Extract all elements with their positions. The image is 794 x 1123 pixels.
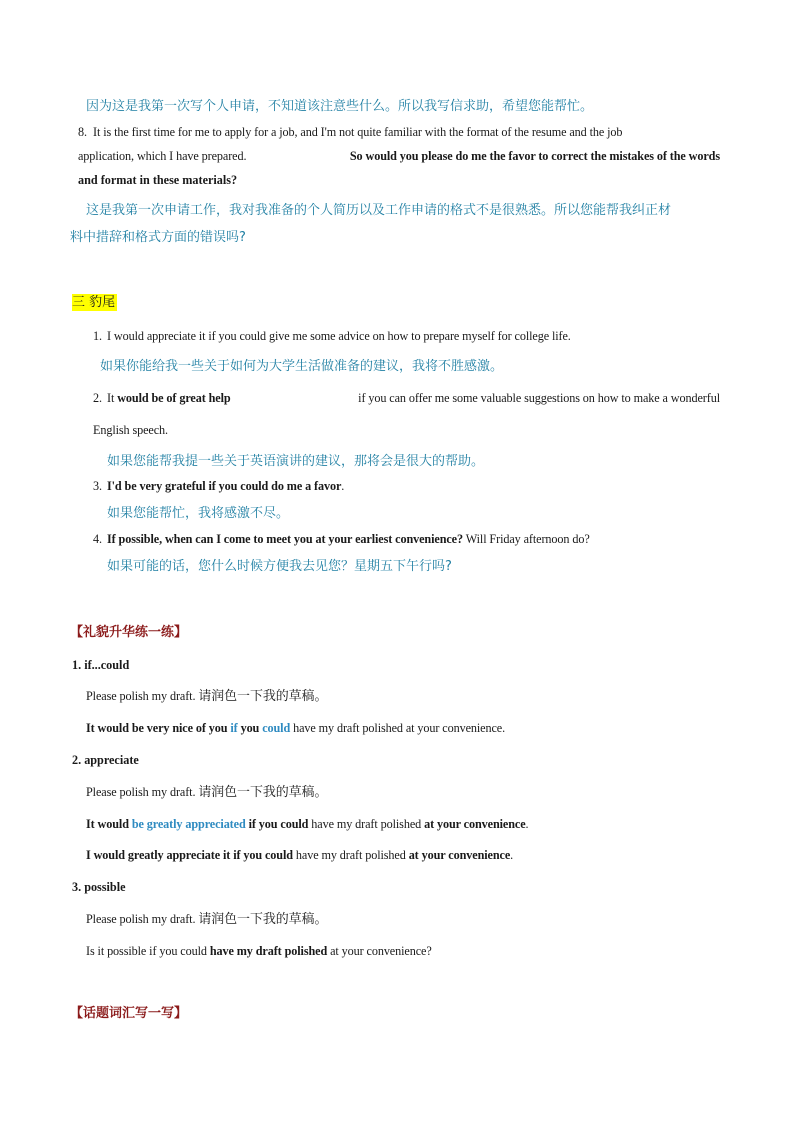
zh-translation-7: 因为这是我第一次写个人申请，不知道该注意些什么。所以我写信求助，希望您能帮忙。 xyxy=(86,99,594,114)
item-8-line1: It is the first time for me to apply for a job, and I'm not quite familiar with the format of the resume and the job xyxy=(93,125,623,139)
practice-heading-3: 3. possible xyxy=(72,880,126,894)
s3-item-1-number: 1. xyxy=(93,329,102,343)
practice-answer-3: Is it possible if you could have my draft polished at your convenience? xyxy=(86,944,432,958)
zh-translation-8-line2: 料中措辞和格式方面的错误吗? xyxy=(70,230,246,245)
s3-item-2-number: 2. xyxy=(93,391,102,405)
item-8-line3: and format in these materials? xyxy=(78,173,238,187)
s3-item-1-zh: 如果你能给我一些关于如何为大学生活做准备的建议，我将不胜感激。 xyxy=(100,359,504,374)
s3-item-2-zh: 如果您能帮我提一些关于英语演讲的建议，那将会是很大的帮助。 xyxy=(107,454,485,469)
practice-answer-2a: It would be greatly appreciated if you could have my draft polished at your convenience. xyxy=(86,817,529,831)
practice-prompt-2: Please polish my draft. 请润色一下我的草稿。 xyxy=(86,785,328,800)
item-8-line2 xyxy=(78,150,720,162)
item-8-line2-plain: application, which I have prepared. xyxy=(78,149,247,163)
practice-answer-2b: I would greatly appreciate it if you could have my draft polished at your convenience. xyxy=(86,848,514,862)
s3-item-1-en: I would appreciate it if you could give me some advice on how to prepare myself for college life. xyxy=(107,329,571,343)
s3-item-3-en: I'd be very grateful if you could do me a favor. xyxy=(107,479,345,493)
practice-prompt-3: Please polish my draft. 请润色一下我的草稿。 xyxy=(86,912,328,927)
s3-item-4-number: 4. xyxy=(93,532,102,546)
vocab-title: 【话题词汇写一写】 xyxy=(70,1006,188,1021)
s3-item-2-en-line1: It would be of great help if you can offer me some valuable suggestions on how to make a wonderful xyxy=(107,391,720,405)
s3-item-2-en-line2: English speech. xyxy=(93,423,168,437)
s3-item-3-zh: 如果您能帮忙，我将感激不尽。 xyxy=(107,506,290,521)
practice-heading-1: 1. if...could xyxy=(72,658,130,672)
item-8-number: 8. xyxy=(78,125,87,139)
practice-prompt-1: Please polish my draft. 请润色一下我的草稿。 xyxy=(86,689,328,704)
s3-item-4-en: If possible, when can I come to meet you at your earliest convenience? Will Friday afternoon do? xyxy=(107,532,590,546)
zh-translation-8-line1: 这是我第一次申请工作，我对我准备的个人简历以及工作申请的格式不是很熟悉。所以您能帮我纠正材 xyxy=(86,203,672,218)
practice-answer-1: It would be very nice of you if you could have my draft polished at your convenience. xyxy=(86,721,506,735)
s3-item-3-number: 3. xyxy=(93,479,102,493)
s3-item-4-zh: 如果可能的话，您什么时候方便我去见您？星期五下午行吗? xyxy=(107,559,452,574)
practice-title: 【礼貌升华练一练】 xyxy=(70,625,188,640)
practice-heading-2: 2. appreciate xyxy=(72,753,139,767)
item-8-line2-bold: So would you please do me the favor to correct the mistakes of the words xyxy=(349,149,720,163)
section-title-leopard-tail: 三 豹尾 xyxy=(72,295,116,310)
